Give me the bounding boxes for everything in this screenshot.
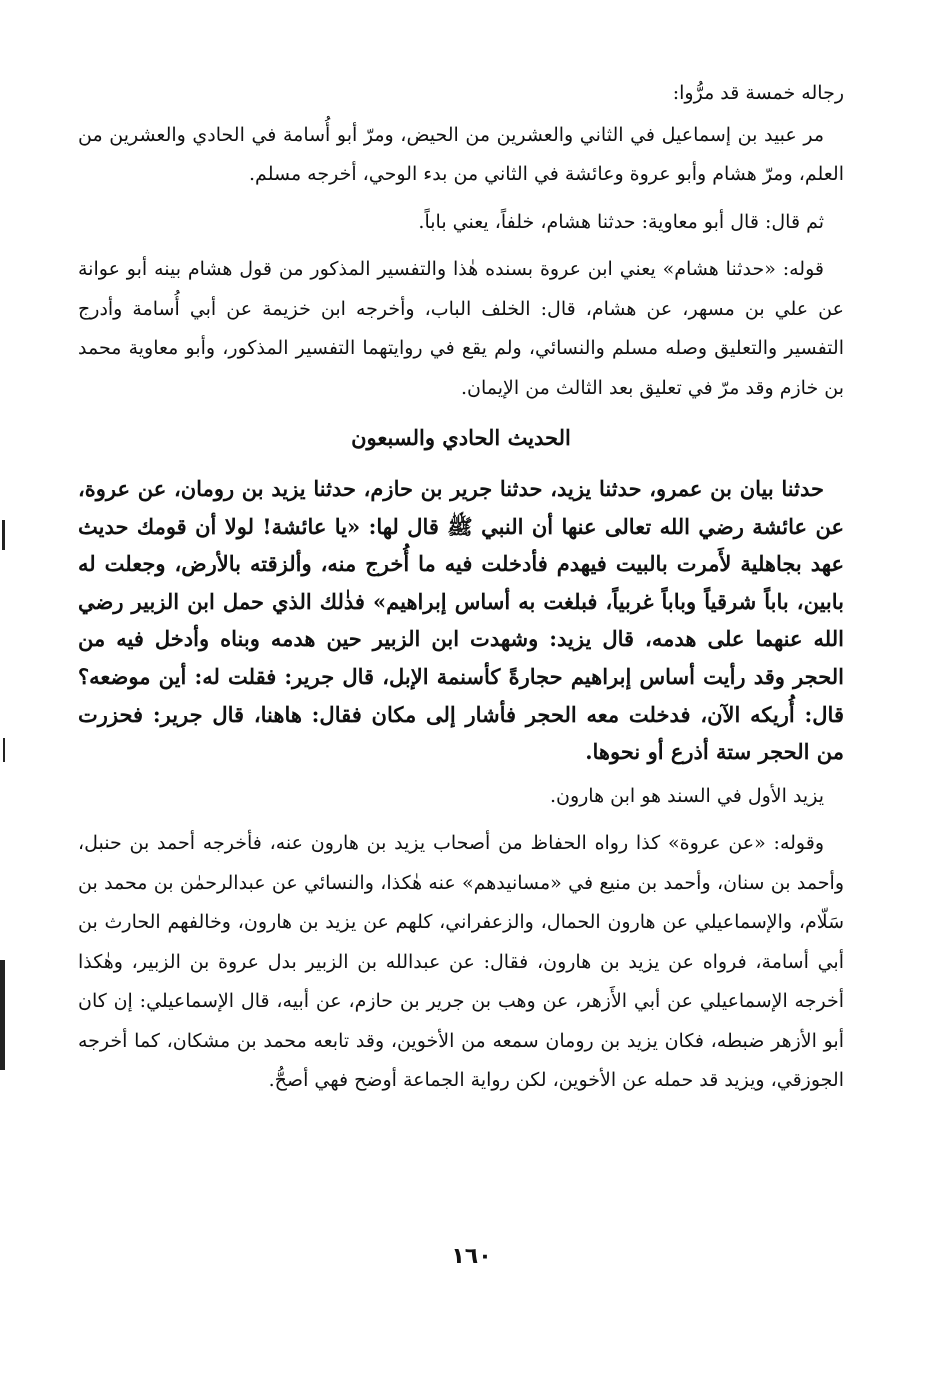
commentary-yazid: يزيد الأول في السند هو ابن هارون.	[549, 784, 824, 807]
commentary-urwa: وقوله: «عن عروة» كذا رواه الحفاظ من أصحاب يزيد بن هارون عنه، فأخرجه أحمد بن حنبل، وأحمد بن سنان، وأحمد بن منيع في «مسانيدهم» عنه هٰكذا، والنسائي عن عبدالرحمٰن بن محمد بن سَلّام، والإسماعيلي عن هارون الحمال، والزعفراني، كلهم عن يزيد بن هارون، وخالفهم الحارث بن أبي أسامة، فرواه عن يزيد بن هارون، فقال: عن عبدالله بن الزبير بدل عروة بن الزبير، وهٰكذا أخرجه الإسماعيلي عن أبي الأَزهر، عن وهب بن جرير بن حازم، عن أبيه، قال الإسماعيلي: إن كان أبو الأزهر ضبطه، فكان يزيد بن رومان سمعه من الأخوين، وقد تابعه محمد بن مشكان، كما أخرجه الجوزقي، ويزيد قد حمله عن الأخوين، لكن رواية الجماعة أوضح فهي أصحُّ.	[78, 832, 844, 1092]
scan-edge-mark	[0, 960, 5, 1070]
paragraph-abu-muawiya: ثم قال: قال أبو معاوية: حدثنا هشام، خلفاً، يعني باباً.	[418, 210, 824, 233]
scan-edge-mark	[3, 738, 5, 762]
paragraph-narrators: مر عبيد بن إسماعيل في الثاني والعشرين من الحيض، ومرّ أبو أُسامة في الحادي والعشرين من العلم، ومرّ هشام وأبو عروة وعائشة في الثاني من بدء الوحي، أخرجه مسلم.	[78, 123, 844, 185]
hadith-text: حدثنا بيان بن عمرو، حدثنا يزيد، حدثنا جرير بن حازم، حدثنا يزيد بن رومان، عن عروة، عن عائشة رضي الله تعالى عنها أن النبي ﷺ قال لها: «يا عائشة! لولا أن قومك حديث عهد بجاهلية لأَمرت بالبيت فيهدم فأدخلت فيه ما أُخرج منه، وألزقته بالأرض، وجعلت له بابين، باباً شرقياً وباباً غربياً، فبلغت به أساس إبراهيم» فذٰلك الذي حمل ابن الزبير رضي الله عنهما على هدمه، قال يزيد: وشهدت ابن الزبير حين هدمه وبناه وأدخل فيه من الحجر وقد رأيت أساس إبراهيم حجارةً كأسنمة الإبل، قال جرير: فقلت له: أين موضعه؟ قال: أُريكه الآن، فدخلت معه الحجر فأشار إلى مكان فقال: هاهنا، قال جرير: فحزرت من الحجر ستة أذرع أو نحوها.	[78, 476, 844, 765]
hadith-heading: الحديث الحادي والسبعون	[351, 425, 571, 450]
scan-edge-mark	[2, 520, 5, 550]
page-body	[78, 74, 844, 1109]
paragraph-commentary-hisham: قوله: «حدثنا هشام» يعني ابن عروة بسنده هٰذا والتفسير المذكور من قول هشام بينه أبو عوانة عن علي بن مسهر، عن هشام، قال: الخلف الباب، وأخرجه ابن خزيمة عن أبي أُسامة وأدرج التفسير والتعليق وصله مسلم والنسائي، ولم يقع في روايتهما التفسير المذكور، وأبو معاوية محمد بن خازم وقد مرّ في تعليق بعد الثالث من الإيمان.	[78, 258, 844, 399]
intro-line: رجاله خمسة قد مرُّوا:	[672, 82, 844, 104]
page-number: ١٦٠	[451, 1244, 492, 1269]
